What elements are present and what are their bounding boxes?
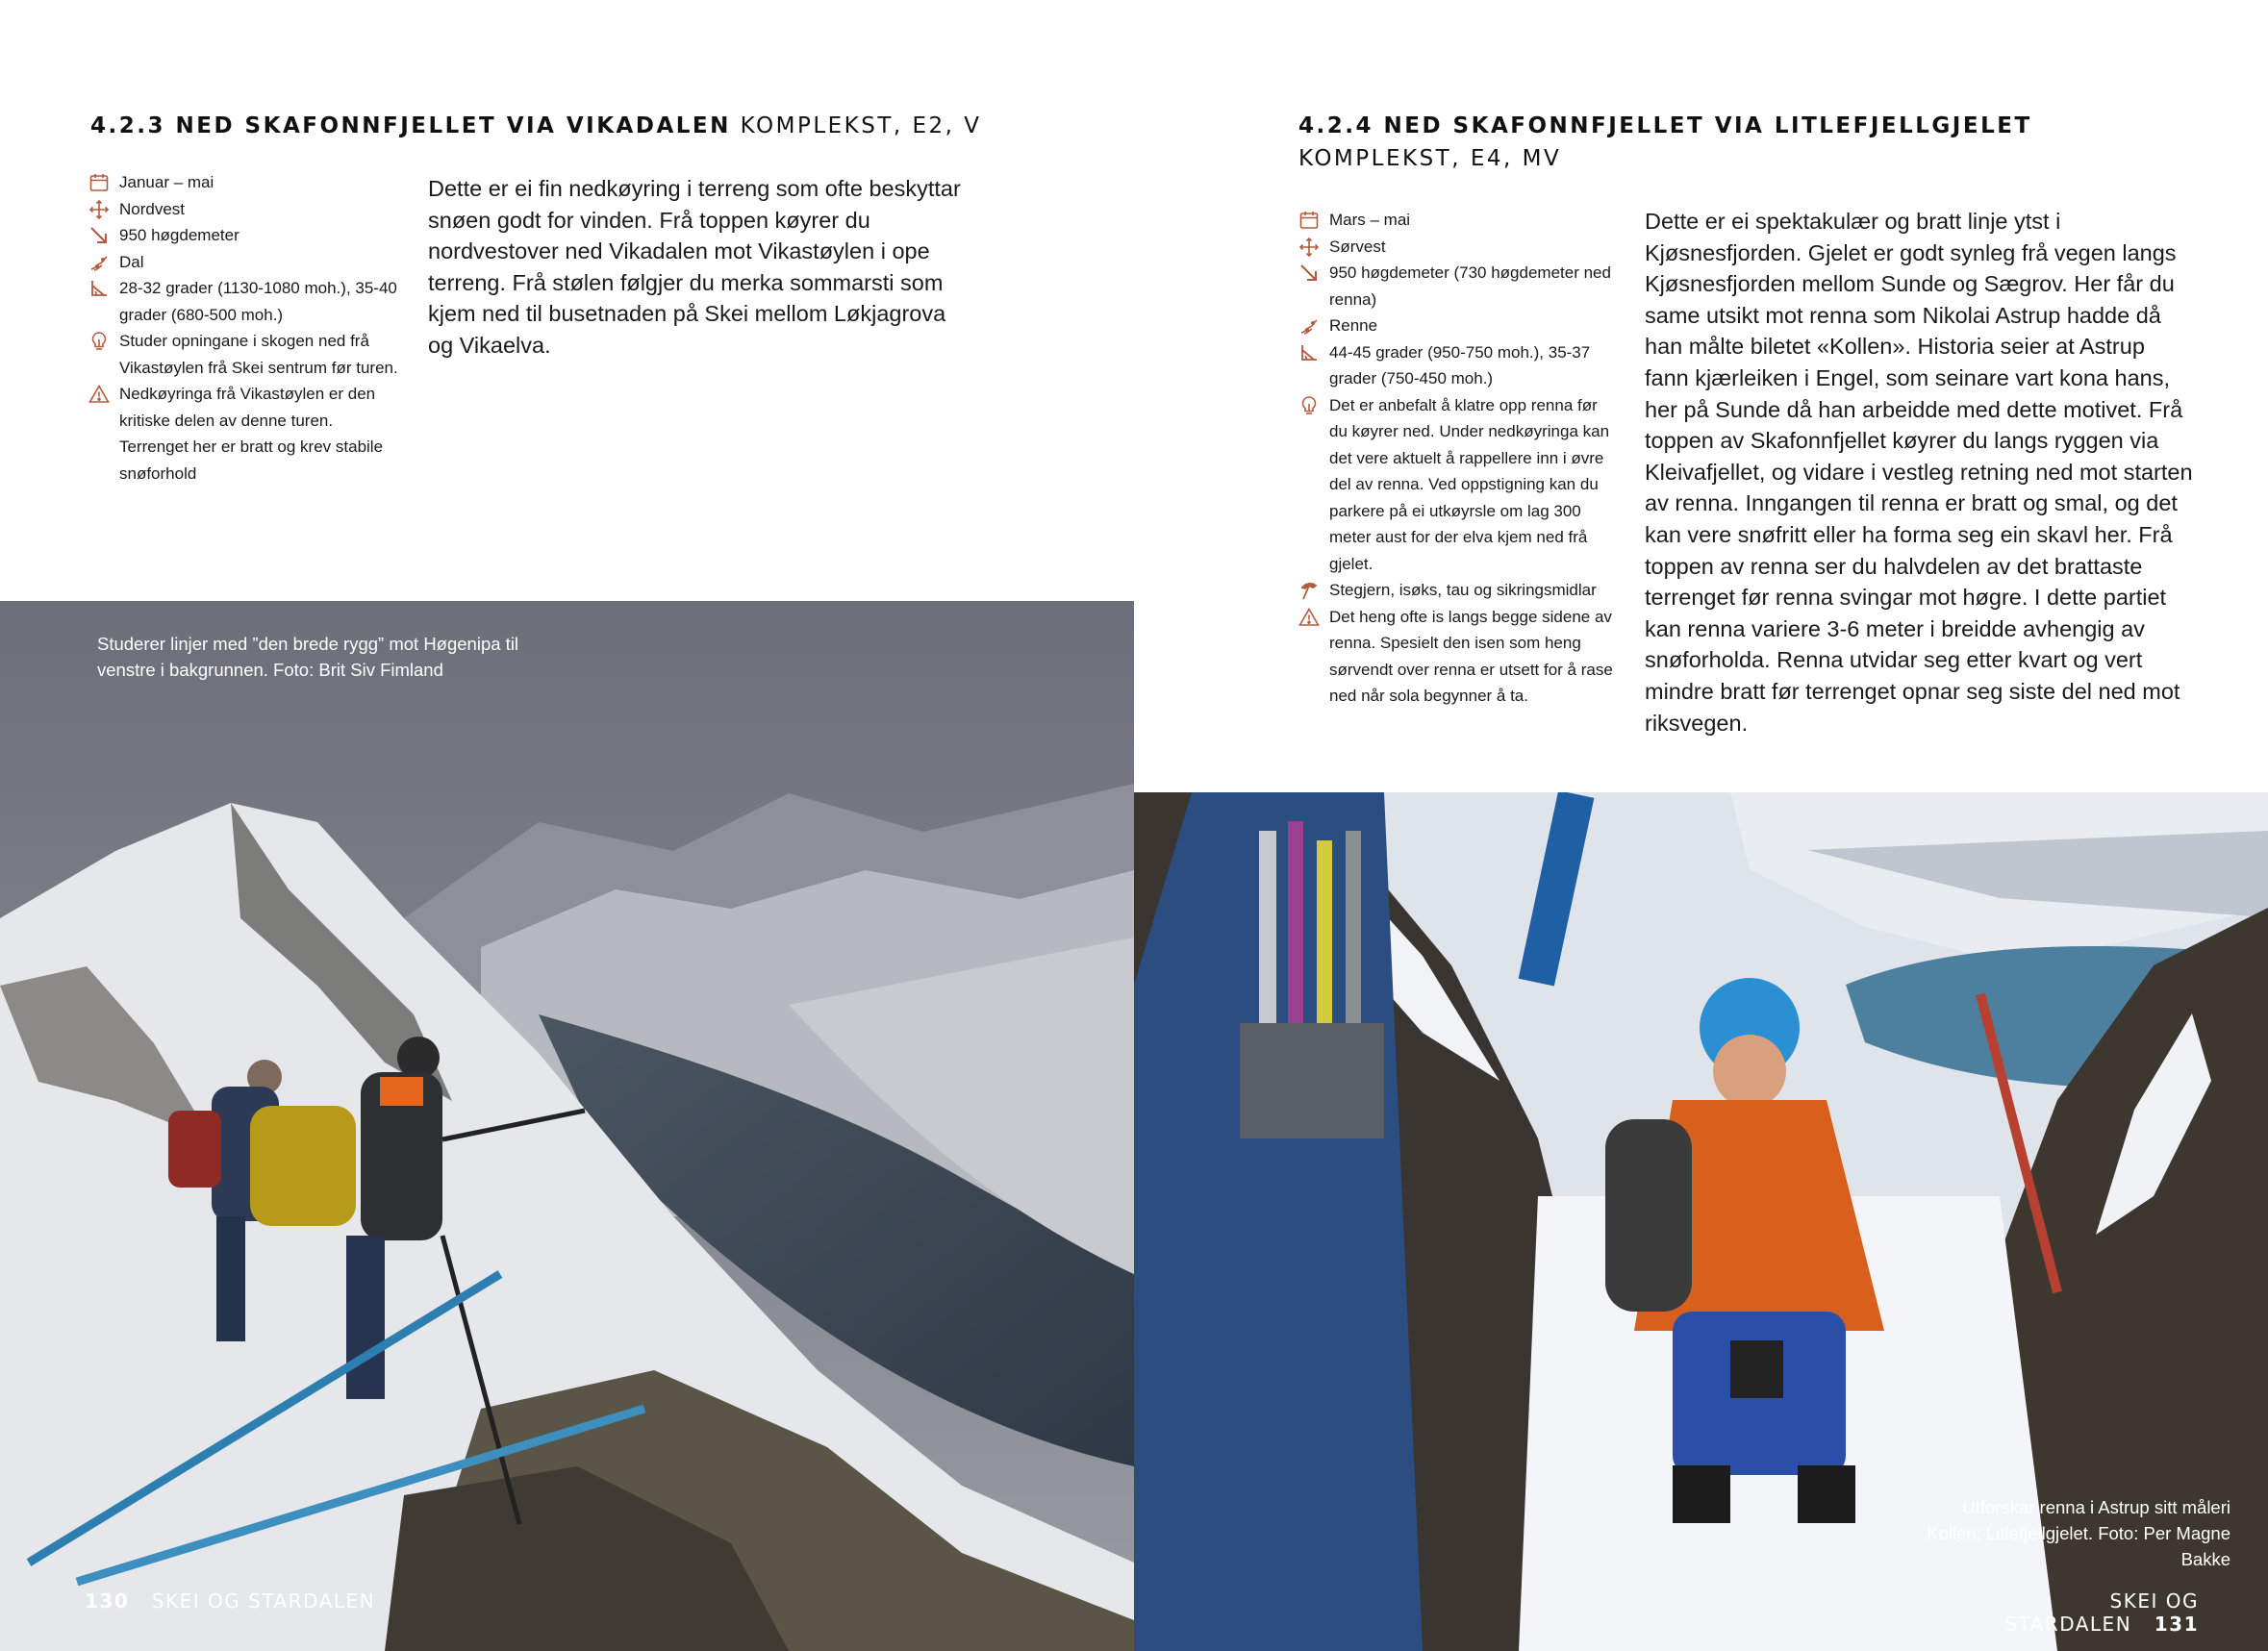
section-heading-423 <box>90 110 1100 142</box>
section-name: SKEI OG STARDALEN <box>2004 1589 2199 1636</box>
slope-angle-icon <box>88 278 110 299</box>
couloir-climber-photo <box>1134 792 2268 1651</box>
photo-caption: Studerer linjer med ”den brede rygg” mot Høgenipa til venstre i bakgrunnen. Foto: Brit Siv Fimland <box>97 634 519 680</box>
heading-title: 4.2.4 NED SKAFONNFJELLET VIA LITLEFJELLGJELET <box>1298 113 2032 138</box>
compass-icon <box>1298 237 1320 258</box>
body-paragraph: Dette er ei spektakulær og bratt linje ytst i Kjøsnesfjorden. Gjelet er godt synleg frå vegen langs Kjøsnesfjorden mellom Sunde og Sægrov. Her får du same utsikt mot renna som Nikolai Astrup hadde då han målte biletet «Kollen». Historia seier at Astrup fann kjærleiken i Engel, som seinare vart kona hans, her på Sunde då han arbeidde med dette motivet. Frå toppen av Skafonnfjellet køyrer du langs ryggen via Kleivafjellet, og vidare i vestleg retning ned mot starten av renna. Inngangen til renna er bratt og smal, og det kan vere snøfritt eller ha forma seg ein skavl her. Frå toppen av renna ser du halvdelen av det brattaste terrenget før renna svingar mot høgre. I dette partiet kan renna variere 3-6 meter i breidde avhengig av snøforholda. Renna utvidar seg etter kvart og vert mindre bratt før terrenget opnar seg siste del ned mot riksvegen. <box>1645 209 2193 736</box>
slope-angle-icon <box>1298 342 1320 363</box>
terrain-type-icon <box>88 252 110 273</box>
calendar-icon <box>1298 210 1320 231</box>
section-heading-424 <box>1298 110 2203 175</box>
fact-text: 950 høgdemeter <box>119 226 239 244</box>
fact-text: Det er anbefalt å klatre opp renna før du køyrer ned. Under nedkøyringa kan det vere aktuelt å rappellere inn i øvre del av renna. Ved oppstigning kan du parkere på ei utkøyrsle om lag 300 meter aust for der elva kjem ned frå gjelet. <box>1329 395 1610 573</box>
fact-descent <box>88 222 406 249</box>
section-name: SKEI OG STARDALEN <box>151 1589 376 1613</box>
fact-terrain <box>1298 313 1616 339</box>
body-text <box>1645 206 2193 738</box>
fact-text: Sørvest <box>1329 237 1386 256</box>
descent-arrow-icon <box>1298 263 1320 284</box>
fact-season <box>1298 207 1616 234</box>
fact-season <box>88 169 406 196</box>
warning-icon <box>88 384 110 405</box>
facts-list <box>88 169 406 487</box>
fact-text: 28-32 grader (1130-1080 moh.), 35-40 grader (680-500 moh.) <box>119 279 397 324</box>
tip-lightbulb-icon <box>88 331 110 352</box>
fact-equipment <box>1298 577 1616 604</box>
facts-list <box>1298 207 1616 710</box>
heading-title: 4.2.3 NED SKAFONNFJELLET VIA VIKADALEN <box>90 113 731 138</box>
page-number: 131 <box>2154 1613 2199 1636</box>
fact-slope <box>88 275 406 328</box>
fact-tip <box>88 328 406 381</box>
compass-icon <box>88 199 110 220</box>
tip-lightbulb-icon <box>1298 395 1320 416</box>
page-number: 130 <box>85 1589 130 1613</box>
equipment-icon <box>1298 580 1320 601</box>
fact-text: Nedkøyringa frå Vikastøylen er den kritiske delen av denne turen. Terrenget her er bratt og krev stabile snøforhold <box>119 385 384 483</box>
ski-ridge-photo <box>0 601 1134 1651</box>
fact-warning <box>88 381 406 487</box>
fact-text: Renne <box>1329 316 1378 335</box>
fact-warning <box>1298 604 1616 710</box>
fact-aspect <box>1298 234 1616 261</box>
fact-aspect <box>88 196 406 223</box>
page-footer <box>85 1589 375 1613</box>
fact-slope <box>1298 339 1616 392</box>
photo-caption: Utforskar renna i Astrup sitt måleri Kollen; Litlefjellgjelet. Foto: Per Magne Bakke <box>1927 1497 2230 1569</box>
heading-meta: KOMPLEKST, E2, V <box>740 113 982 138</box>
fact-text: Januar – mai <box>119 173 214 191</box>
fact-text: Stegjern, isøks, tau og sikringsmidlar <box>1329 581 1597 599</box>
heading-meta: KOMPLEKST, E4, MV <box>1298 146 1562 171</box>
fact-text: Studer opningane i skogen ned frå Vikastøylen frå Skei sentrum før turen. <box>119 332 398 377</box>
fact-text: Det heng ofte is langs begge sidene av renna. Spesielt den isen som heng sørvendt over renna er utsett for å rase ned når sola begynner å ta. <box>1329 607 1613 705</box>
fact-text: Dal <box>119 252 144 271</box>
fact-terrain <box>88 249 406 276</box>
fact-tip <box>1298 392 1616 578</box>
terrain-type-icon <box>1298 315 1320 337</box>
body-text <box>428 173 962 362</box>
page-footer <box>1920 1589 2199 1636</box>
calendar-icon <box>88 172 110 193</box>
body-paragraph: Dette er ei fin nedkøyring i terreng som ofte beskyttar snøen godt for vinden. Frå toppen køyrer du nordvestover ned Vikadalen mot Vikastøylen i ope terreng. Frå stølen følgjer du merka sommarsti som kjem ned til busetnaden på Skei mellom Løkjagrova og Vikaelva. <box>428 176 961 358</box>
fact-text: Nordvest <box>119 199 186 218</box>
fact-text: 44-45 grader (950-750 moh.), 35-37 grader (750-450 moh.) <box>1329 342 1591 388</box>
climbing-gear-rack <box>1134 792 1423 1651</box>
descent-arrow-icon <box>88 225 110 246</box>
fact-text: 950 høgdemeter (730 høgdemeter ned renna) <box>1329 263 1611 309</box>
warning-icon <box>1298 607 1320 628</box>
right-page <box>1134 0 2268 1651</box>
fact-text: Mars – mai <box>1329 211 1411 229</box>
fact-descent <box>1298 260 1616 313</box>
